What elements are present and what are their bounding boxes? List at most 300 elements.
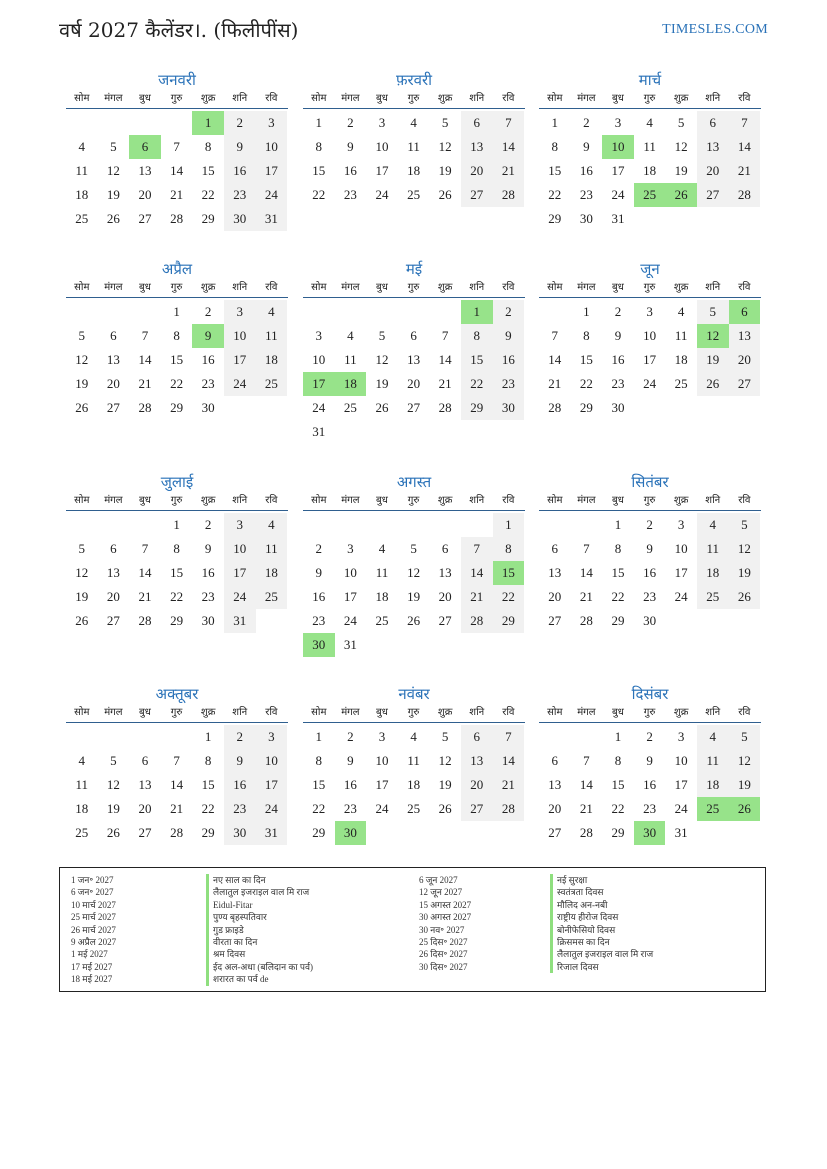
day-cell: 20 [729,348,761,372]
day-cell: 13 [461,749,493,773]
legend-date: 10 मार्च 2027 [71,899,116,910]
legend-holiday-name: नई सुरक्षा [550,874,653,886]
day-cell: 11 [407,139,420,154]
day-cell: 4 [677,304,685,319]
legend-date: 9 अप्रैल 2027 [71,936,117,947]
day-cell: 12 [697,324,729,348]
weekday-label: बुध [612,282,624,293]
week-row [303,561,525,585]
day-cell: 20 [106,589,120,604]
month-block [539,472,761,633]
day-cell: 25 [697,585,729,609]
day-cell: 13 [697,135,729,159]
day-cell: 1 [614,517,622,532]
empty-cell [398,513,430,537]
day-cell: 19 [438,777,452,792]
legend-holiday-name: रिजाल दिवस [550,961,653,973]
empty-cell [461,513,493,537]
month-block [303,684,525,845]
day-cell: 3 [677,729,685,744]
day-cell: 31 [611,211,625,226]
day-cell: 2 [224,111,256,135]
weekday-label: शुक्र [200,707,216,718]
day-cell: 22 [461,372,493,396]
week-row [539,513,761,537]
week-row [539,111,761,135]
day-cell: 25 [697,797,729,821]
day-cell: 9 [646,753,653,768]
day-cell: 9 [347,139,354,154]
day-cell: 8 [551,139,559,154]
day-cell: 4 [697,725,729,749]
weekday-label: शनि [232,282,248,293]
day-cell: 22 [312,187,326,202]
week-row [66,513,288,537]
day-cell: 25 [256,585,288,609]
month-block [303,70,525,207]
weekday-label: रवि [502,495,515,506]
weekday-label: रवि [265,282,278,293]
day-cell: 12 [106,777,120,792]
day-cell: 23 [579,187,593,202]
week-row [66,797,288,821]
day-cell: 3 [315,328,323,343]
weekday-header [66,706,288,723]
day-cell: 24 [256,797,288,821]
weekday-label: गुरु [643,282,656,293]
day-cell: 27 [138,211,152,226]
legend-date: 6 जून 2027 [419,875,458,885]
week-row [303,633,525,657]
week-row [539,773,761,797]
day-cell: 27 [407,400,421,415]
weekday-label: सोम [547,495,563,506]
day-cell: 24 [674,801,688,816]
day-cell: 4 [78,753,86,768]
day-cell: 23 [312,613,326,628]
weekday-label: मंगल [577,93,596,104]
weekday-label: गुरु [170,495,183,506]
day-cell: 26 [75,400,89,415]
day-cell: 16 [201,565,215,580]
day-cell: 4 [697,513,729,537]
weekday-label: मंगल [577,707,596,718]
day-cell: 7 [583,753,590,768]
empty-cell [461,420,493,444]
legend-date: 12 जून 2027 [419,887,463,898]
day-cell: 29 [493,609,525,633]
legend-holiday-name: क्रिसमस का दिन [550,936,653,948]
day-cell: 29 [170,400,184,415]
day-cell: 14 [438,352,452,367]
day-cell: 26 [75,613,89,628]
day-cell: 16 [643,777,657,792]
week-row [303,725,525,749]
day-cell: 13 [106,352,120,367]
day-cell: 28 [138,400,152,415]
day-cell: 12 [438,139,452,154]
week-row [66,300,288,324]
day-cell: 8 [204,139,212,154]
day-cell: 1 [315,729,323,744]
week-row [66,207,288,231]
day-cell: 17 [224,348,256,372]
day-cell: 15 [579,352,593,367]
day-cell: 8 [315,753,323,768]
legend-date: 17 मई 2027 [71,961,113,972]
day-cell: 20 [138,801,152,816]
weekday-label: बुध [139,93,151,104]
weekday-label: बुध [612,93,624,104]
weekday-header [66,281,288,298]
day-cell: 5 [729,725,761,749]
day-cell: 16 [312,589,326,604]
day-cell: 3 [347,541,354,556]
weekday-header [66,92,288,109]
day-cell: 28 [438,400,452,415]
day-cell: 25 [75,825,89,840]
day-cell: 7 [141,328,149,343]
day-cell: 6 [141,753,149,768]
month-name: फ़रवरी [395,71,433,89]
day-cell: 23 [611,376,625,391]
month-name: मार्च [638,71,662,89]
empty-cell [461,633,493,657]
day-cell: 3 [378,729,386,744]
day-cell: 26 [407,613,421,628]
day-cell: 5 [729,513,761,537]
empty-cell [634,207,666,231]
empty-cell [571,513,603,537]
day-cell: 19 [729,773,761,797]
day-cell: 12 [375,352,389,367]
month-name: जून [640,260,660,278]
day-cell: 11 [75,163,89,178]
day-cell: 3 [256,725,288,749]
day-cell: 4 [646,115,653,130]
week-row [303,420,525,444]
day-cell: 24 [224,372,256,396]
week-row [539,183,761,207]
week-row [66,609,288,633]
day-cell: 26 [438,187,452,202]
weekday-label: मंगल [104,495,123,506]
empty-cell [429,300,461,324]
weekday-label: शुक्र [673,495,689,506]
day-cell: 30 [224,207,256,231]
month-block [539,70,761,231]
day-cell: 10 [674,541,688,556]
day-cell: 31 [343,637,357,652]
day-cell: 18 [75,187,89,202]
legend-date: 1 जन॰ 2027 [71,875,114,885]
day-cell: 20 [548,589,562,604]
day-cell: 10 [224,324,256,348]
day-cell: 17 [611,163,625,178]
day-cell: 21 [170,187,184,202]
day-cell: 3 [224,513,256,537]
legend-holiday-name: बोनीफेसियो दिवस [550,924,653,936]
weekday-label: शनि [232,495,248,506]
day-cell: 22 [170,589,184,604]
day-cell: 21 [729,159,761,183]
empty-cell [335,300,367,324]
day-cell: 8 [614,541,622,556]
day-cell: 16 [493,348,525,372]
day-cell: 7 [461,537,493,561]
day-cell: 8 [614,753,622,768]
weekday-label: बुध [376,495,388,506]
day-cell: 13 [548,777,562,792]
day-cell: 1 [192,111,224,135]
empty-cell [697,609,729,633]
day-cell: 14 [461,561,493,585]
weekday-label: शनि [705,93,721,104]
empty-cell [66,725,98,749]
day-cell: 26 [697,372,729,396]
day-cell: 29 [611,613,625,628]
day-cell: 25 [343,400,357,415]
day-cell: 10 [643,328,657,343]
week-row [539,561,761,585]
weekday-label: शनि [705,707,721,718]
day-cell: 1 [204,729,212,744]
day-cell: 7 [173,139,180,154]
day-grid [539,723,761,845]
day-cell: 12 [438,753,452,768]
day-cell: 15 [201,777,215,792]
day-cell: 13 [461,135,493,159]
day-cell: 27 [697,183,729,207]
empty-cell [366,633,398,657]
day-cell: 10 [256,749,288,773]
day-cell: 24 [312,400,326,415]
day-cell: 7 [493,725,525,749]
day-cell: 27 [729,372,761,396]
day-cell: 4 [410,115,417,130]
day-cell: 5 [441,115,449,130]
empty-cell [66,300,98,324]
week-row [66,821,288,845]
day-cell: 9 [583,139,590,154]
empty-cell [539,513,571,537]
day-cell: 16 [579,163,593,178]
legend-holiday-name: वीरता का दिन [206,936,313,948]
day-cell: 16 [343,777,357,792]
week-row [539,135,761,159]
week-row [539,348,761,372]
legend-left-dates [71,874,116,986]
weekday-label: रवि [265,495,278,506]
legend-date: 1 मई 2027 [71,949,108,960]
day-cell: 18 [335,372,367,396]
weekday-label: गुरु [170,707,183,718]
day-cell: 18 [75,801,89,816]
day-cell: 18 [674,352,688,367]
day-cell: 28 [579,613,593,628]
day-cell: 10 [375,753,389,768]
day-cell: 19 [674,163,688,178]
day-cell: 27 [438,613,452,628]
day-cell: 21 [579,589,593,604]
day-cell: 3 [256,111,288,135]
week-row [303,609,525,633]
day-cell: 17 [674,565,688,580]
day-cell: 17 [643,352,657,367]
day-cell: 24 [611,187,625,202]
day-cell: 8 [173,541,180,556]
day-cell: 18 [256,561,288,585]
weekday-label: शुक्र [673,93,689,104]
day-cell: 21 [461,585,493,609]
legend-date: 6 जन॰ 2027 [71,887,114,898]
weekday-label: बुध [376,707,388,718]
week-row [303,111,525,135]
empty-cell [493,633,525,657]
day-cell: 15 [611,777,625,792]
weekday-label: मंगल [577,282,596,293]
day-cell: 30 [303,633,335,657]
day-cell: 7 [493,111,525,135]
empty-cell [729,396,761,420]
weekday-label: शुक्र [200,282,216,293]
day-cell: 26 [106,211,120,226]
empty-cell [98,111,130,135]
day-cell: 10 [224,537,256,561]
day-cell: 18 [407,777,421,792]
day-cell: 14 [493,749,525,773]
empty-cell [429,633,461,657]
weekday-label: मंगल [341,93,360,104]
day-cell: 19 [75,589,89,604]
empty-cell [429,821,461,845]
empty-cell [429,420,461,444]
day-cell: 5 [677,115,685,130]
week-row [303,797,525,821]
legend-left-names [206,874,313,986]
day-cell: 20 [461,159,493,183]
legend-date: 30 नव॰ 2027 [419,924,465,935]
day-grid [66,511,288,633]
day-cell: 2 [646,729,653,744]
weekday-label: सोम [547,707,563,718]
legend-date: 25 दिस॰ 2027 [419,936,468,947]
empty-cell [729,609,761,633]
empty-cell [129,513,161,537]
weekday-label: सोम [311,93,327,104]
legend-right-names [550,874,653,973]
day-cell: 16 [343,163,357,178]
legend-holiday-name: शरारत का पर्व de [206,973,313,985]
day-cell: 21 [138,589,152,604]
day-cell: 1 [493,513,525,537]
month-block [66,259,288,420]
week-row [303,585,525,609]
week-row [539,537,761,561]
month-name: जनवरी [158,71,196,89]
empty-cell [256,396,288,420]
week-row [66,111,288,135]
weekday-label: शनि [705,282,721,293]
day-cell: 1 [614,729,622,744]
weekday-label: बुध [612,707,624,718]
day-cell: 23 [643,589,657,604]
day-cell: 8 [315,139,323,154]
empty-cell [366,300,398,324]
day-cell: 21 [170,801,184,816]
day-cell: 29 [170,613,184,628]
day-cell: 16 [201,352,215,367]
weekday-label: गुरु [407,495,420,506]
day-cell: 3 [224,300,256,324]
day-cell: 1 [461,300,493,324]
day-grid [539,511,761,633]
day-cell: 7 [141,541,149,556]
empty-cell [98,300,130,324]
day-cell: 29 [579,400,593,415]
day-cell: 31 [312,424,326,439]
weekday-label: मंगल [577,495,596,506]
day-cell: 5 [110,753,117,768]
day-cell: 29 [611,825,625,840]
day-cell: 27 [106,400,120,415]
weekday-label: सोम [74,707,90,718]
day-cell: 11 [75,777,89,792]
day-cell: 17 [375,777,389,792]
weekday-label: शुक्र [437,495,453,506]
legend-holiday-name: पुण्य बृहस्पतिवार [206,911,313,923]
empty-cell [697,396,729,420]
day-cell: 22 [611,589,625,604]
weekday-label: सोम [74,282,90,293]
weekday-header [539,706,761,723]
weekday-header [303,494,525,511]
day-cell: 17 [303,372,335,396]
day-cell: 16 [224,159,256,183]
empty-cell [398,633,430,657]
day-cell: 30 [634,821,666,845]
day-cell: 24 [643,376,657,391]
day-cell: 6 [461,725,493,749]
day-cell: 30 [611,400,625,415]
empty-cell [697,207,729,231]
weekday-label: मंगल [104,93,123,104]
weekday-label: शनि [469,282,485,293]
day-cell: 28 [493,183,525,207]
day-cell: 23 [224,183,256,207]
week-row [66,749,288,773]
day-cell: 27 [138,825,152,840]
site-brand-link[interactable]: TIMESLES.COM [662,22,768,37]
empty-cell [729,821,761,845]
legend-holiday-name: श्रम दिवस [206,948,313,960]
weekday-label: गुरु [407,93,420,104]
day-cell: 23 [201,376,215,391]
legend-right-dates [419,874,471,973]
empty-cell [729,207,761,231]
day-cell: 3 [646,304,653,319]
day-cell: 12 [729,537,761,561]
weekday-label: गुरु [170,282,183,293]
weekday-label: मंगल [104,707,123,718]
weekday-label: गुरु [643,495,656,506]
weekday-label: बुध [612,495,624,506]
day-cell: 13 [407,352,421,367]
day-cell: 2 [493,300,525,324]
weekday-label: शुक्र [437,707,453,718]
day-cell: 29 [201,211,215,226]
day-cell: 24 [224,585,256,609]
